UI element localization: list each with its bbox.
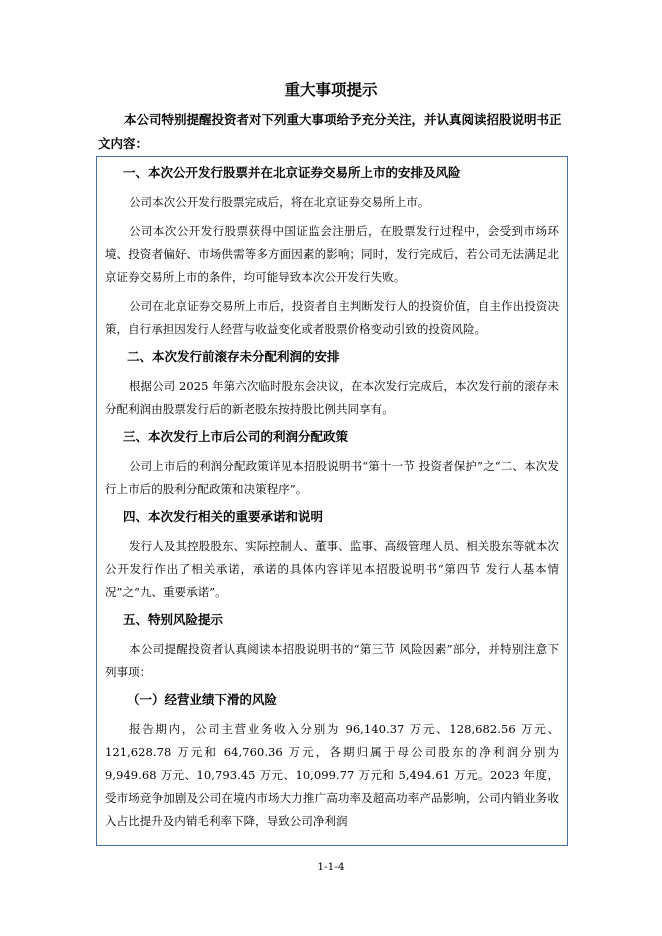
- section-1-paragraph-2: 公司本次公开发行股票获得中国证监会注册后，在股票发行过程中，会受到市场环境、投资者偏好、市场供需等多方面因素的影响；同时，发行完成后，若公司无法满足北京证券交易所上市的条件，均可能导致本次公开发行失败。: [105, 224, 559, 284]
- notice-box: [96, 156, 568, 846]
- section-1-paragraph-1: 公司本次公开发行股票完成后，将在北京证券交易所上市。: [129, 195, 430, 209]
- subsection-1-paragraph-1: 报告期内，公司主营业务收入分别为 96,140.37 万元、128,682.56 万元、121,628.78 万元和 64,760.36 万元，各期归属于母公司股东的净利润分别为 9,949.68 万元、10,793.45 万元、10,099.77 万元和 5,494.61 万元。2023 年度，受市场竞争加剧及公司在境内市场大力推广高功率及超高功率产品影响，公司内销业务收入占比提升及内销毛利率下降，导致公司净利润: [105, 722, 559, 828]
- subsection-heading-1: （一）经营业绩下滑的风险: [127, 692, 278, 707]
- section-heading-2: 二、本次发行前滚存未分配利润的安排: [127, 349, 340, 364]
- page-number: 1-1-4: [317, 861, 345, 873]
- section-2-paragraph-1: 根据公司 2025 年第六次临时股东会决议，在本次发行完成后，本次发行前的滚存未分配利润由股票发行后的新老股东按持股比例共同享有。: [105, 379, 559, 416]
- section-5-paragraph-1: 本公司提醒投资者认真阅读本招股说明书的“第三节 风险因素”部分，并特别注意下列事项：: [105, 642, 559, 679]
- section-heading-1: 一、本次公开发行股票并在北京证券交易所上市的安排及风险: [123, 165, 461, 180]
- section-1-paragraph-3: 公司在北京证券交易所上市后，投资者自主判断发行人的投资价值，自主作出投资决策，自行承担因发行人经营与收益变化或者股票价格变动引致的投资风险。: [105, 299, 559, 336]
- section-heading-4: 四、本次发行相关的重要承诺和说明: [123, 509, 324, 524]
- intro-text: 本公司特别提醒投资者对下列重大事项给予充分关注，并认真阅读招股说明书正文内容：: [98, 112, 562, 151]
- page-title: 重大事项提示: [284, 81, 378, 99]
- section-3-paragraph-1: 公司上市后的利润分配政策详见本招股说明书“第十一节 投资者保护”之“二、本次发行上市后的股利分配政策和决策程序”。: [105, 459, 559, 496]
- section-4-paragraph-1: 发行人及其控股股东、实际控制人、董事、监事、高级管理人员、相关股东等就本次公开发行作出了相关承诺，承诺的具体内容详见本招股说明书“第四节 发行人基本情况”之“九、重要承诺”。: [105, 539, 559, 599]
- section-heading-5: 五、特别风险提示: [123, 612, 224, 627]
- section-heading-3: 三、本次发行上市后公司的利润分配政策: [123, 429, 349, 444]
